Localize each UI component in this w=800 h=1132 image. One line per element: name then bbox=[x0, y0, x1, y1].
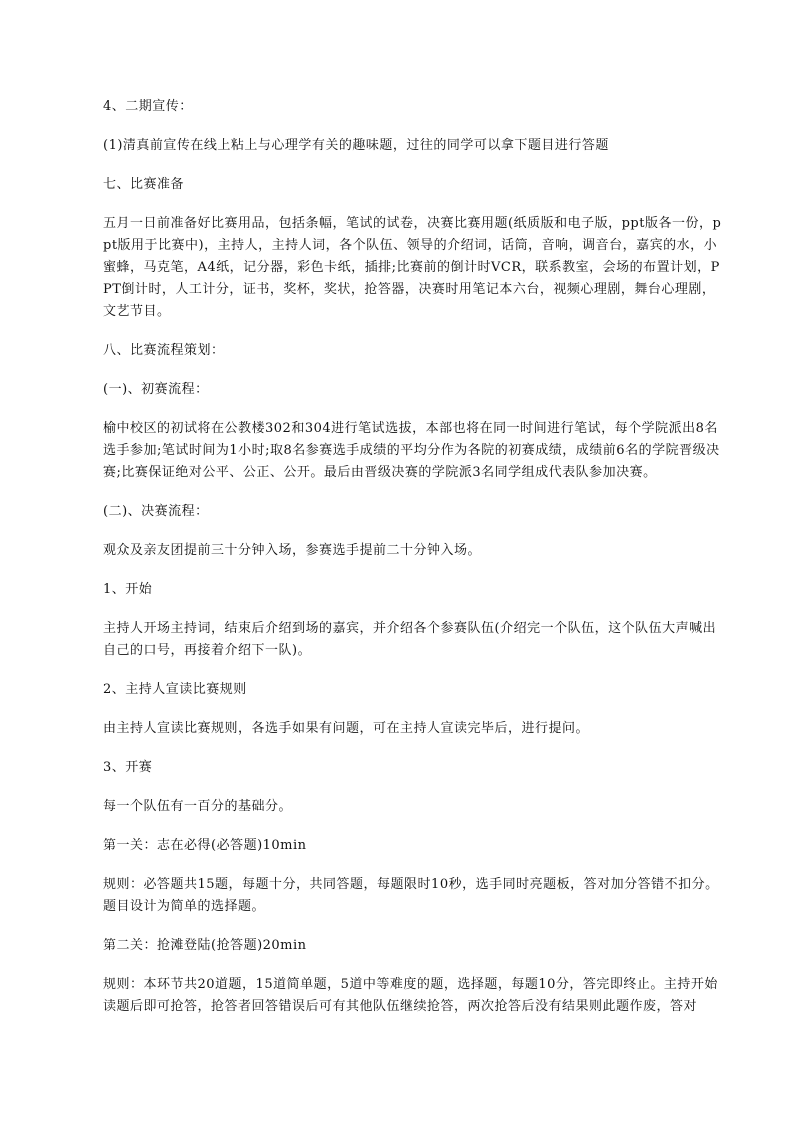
paragraph: 规则：必答题共15题，每题十分，共同答题，每题限时10秒，选手同时亮题板，答对加分答错不扣分。题目设计为简单的选择题。 bbox=[103, 877, 719, 914]
round-heading: 第二关：抢滩登陆(抢答题)20min bbox=[103, 938, 307, 953]
subsection-heading: (一)、初赛流程： bbox=[103, 382, 209, 397]
paragraph: 主持人开场主持词，结束后介绍到场的嘉宾，并介绍各个参赛队伍(介绍完一个队伍，这个队伍大声喊出自己的口号，再接着介绍下一队)。 bbox=[103, 621, 717, 658]
section-heading: 七、比赛准备 bbox=[103, 177, 185, 192]
paragraph: 规则：本环节共20道题，15道简单题，5道中等难度的题，选择题，每题10分，答完即终止。主持开始读题后即可抢答，抢答者回答错误后可有其他队伍继续抢答，两次抢答后没有结果则此题作废，答对 bbox=[103, 977, 718, 1014]
step-heading: 3、开赛 bbox=[103, 760, 153, 775]
paragraph: (1)清真前宣传在线上粘上与心理学有关的趣味题，过往的同学可以拿下题目进行答题 bbox=[103, 138, 609, 153]
paragraph: 观众及亲友团提前三十分钟入场，参赛选手提前二十分钟入场。 bbox=[103, 543, 482, 558]
document-body bbox=[103, 96, 723, 1035]
section-heading: 4、二期宣传： bbox=[103, 99, 193, 114]
step-heading: 1、开始 bbox=[103, 582, 153, 597]
subsection-heading: (二)、决赛流程： bbox=[103, 504, 209, 519]
paragraph: 五月一日前准备好比赛用品，包括条幅，笔试的试卷，决赛比赛用题(纸质版和电子版，ppt版各一份，ppt版用于比赛中)，主持人，主持人词，各个队伍、领导的介绍词，话筒，音响，调音台，嘉宾的水，小蜜蜂，马克笔，A4纸，记分器，彩色卡纸，插排;比赛前的倒计时VCR，联系教室，会场的布置计划，PPT倒计时，人工计分，证书，奖杯，奖状，抢答器，决赛时用笔记本六台，视频心理剧，舞台心理剧，文艺节目。 bbox=[103, 216, 722, 319]
paragraph: 由主持人宣读比赛规则，各选手如果有问题，可在主持人宣读完毕后，进行提问。 bbox=[103, 721, 590, 736]
paragraph: 榆中校区的初试将在公教楼302和304进行笔试选拔，本部也将在同一时间进行笔试，每个学院派出8名选手参加;笔试时间为1小时;取8名参赛选手成绩的平均分作为各院的初赛成绩，成绩前6名的学院晋级决赛;比赛保证绝对公平、公正、公开。最后由晋级决赛的学院派3名同学组成代表队参加决赛。 bbox=[103, 421, 720, 480]
round-heading: 第一关：志在必得(必答题)10min bbox=[103, 838, 307, 853]
paragraph: 每一个队伍有一百分的基础分。 bbox=[103, 799, 293, 814]
step-heading: 2、主持人宣读比赛规则 bbox=[103, 682, 247, 697]
section-heading: 八、比赛流程策划： bbox=[103, 343, 225, 358]
